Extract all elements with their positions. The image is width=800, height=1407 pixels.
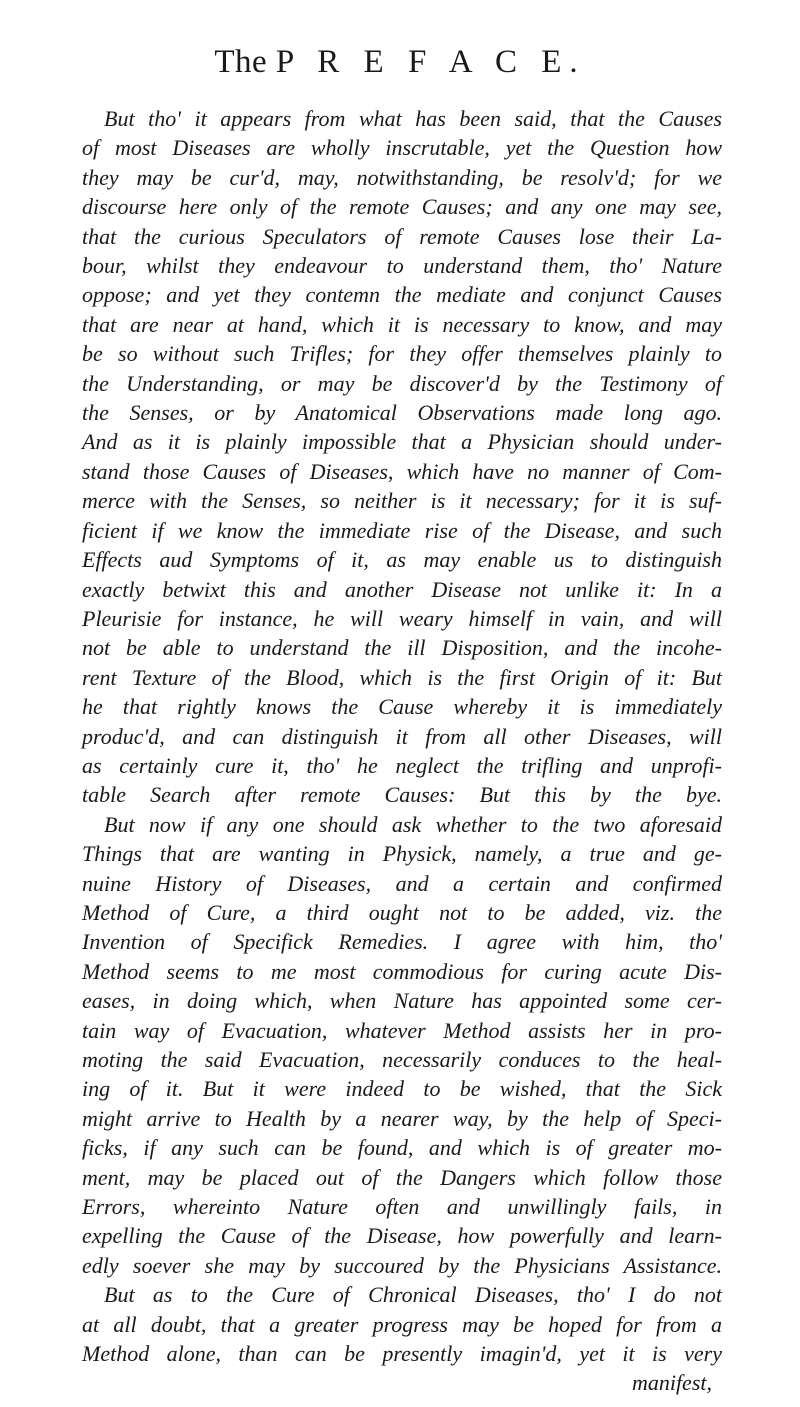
text-line: that are near at hand, which it is necessary to know, and may <box>82 311 722 337</box>
text-line: stand those Causes of Diseases, which have no manner of Com- <box>82 458 722 484</box>
text-line: exactly betwixt this and another Disease not unlike it: In a <box>82 576 722 602</box>
text-line: tain way of Evacuation, whatever Method assists her in pro- <box>82 1017 722 1043</box>
text-line: the Understanding, or may be discover'd by the Testimony of <box>82 370 722 396</box>
text-line: But as to the Cure of Chronical Diseases, tho' I do not <box>104 1282 722 1308</box>
text-line: oppose; and yet they contemn the mediate and conjunct Causes <box>82 282 722 308</box>
text-line: rent Texture of the Blood, which is the first Origin of it: But <box>82 664 722 690</box>
text-line: bour, whilst they endeavour to understand them, tho' Nature <box>82 253 722 279</box>
text-line: as certainly cure it, tho' he neglect the trifling and unprofi- <box>82 752 722 778</box>
text-line: that the curious Speculators of remote Causes lose their La- <box>82 223 722 249</box>
text-line: But now if any one should ask whether to the two aforesaid <box>104 811 722 837</box>
text-line: ficient if we know the immediate rise of the Disease, and such <box>82 517 722 543</box>
text-line: ment, may be placed out of the Dangers which follow those <box>82 1164 722 1190</box>
text-line: they may be cur'd, may, notwithstanding, be resolv'd; for we <box>82 164 722 190</box>
text-line: Method alone, than can be presently imagin'd, yet it is very <box>82 1341 722 1367</box>
text-line: Pleurisie for instance, he will weary himself in vain, and will <box>82 605 722 631</box>
text-line: not be able to understand the ill Disposition, and the incohe- <box>82 635 722 661</box>
text-line: And as it is plainly impossible that a Physician should under- <box>82 429 722 455</box>
text-line: Errors, whereinto Nature often and unwillingly fails, in <box>82 1194 722 1220</box>
text-line: Effects aud Symptoms of it, as may enable us to distinguish <box>82 547 722 573</box>
running-head-word: The <box>214 44 268 80</box>
text-line: might arrive to Health by a nearer way, by the help of Speci- <box>82 1105 722 1131</box>
text-line: at all doubt, that a greater progress may be hoped for from a <box>82 1311 722 1337</box>
running-head-title: P R E F A C E. <box>275 44 586 80</box>
text-line: But tho' it appears from what has been said, that the Causes <box>104 106 722 131</box>
text-line: he that rightly knows the Cause whereby it is immediately <box>82 694 722 720</box>
text-line: Things that are wanting in Physick, namely, a true and ge- <box>82 841 722 867</box>
text-line: merce with the Senses, so neither is it necessary; for it is suf- <box>82 488 722 514</box>
text-line: produc'd, and can distinguish it from all other Diseases, will <box>82 723 722 749</box>
text-line: ficks, if any such can be found, and which is of greater mo- <box>82 1135 722 1161</box>
text-line: nuine History of Diseases, and a certain and confirmed <box>82 870 722 896</box>
text-line: table Search after remote Causes: But this by the bye. <box>82 782 722 808</box>
text-line: edly soever she may by succoured by the Physicians Assistance. <box>82 1252 722 1278</box>
text-line: eases, in doing which, when Nature has appointed some cer- <box>82 988 722 1014</box>
text-line: expelling the Cause of the Disease, how powerfully and learn- <box>82 1223 722 1249</box>
text-line: Method of Cure, a third ought not to be added, viz. the <box>82 899 722 925</box>
text-line: ing of it. But it were indeed to be wished, that the Sick <box>82 1076 722 1102</box>
text-line: moting the said Evacuation, necessarily conduces to the heal- <box>82 1047 722 1072</box>
running-head <box>0 42 800 82</box>
text-line: Method seems to me most commodious for curing acute Dis- <box>82 958 722 984</box>
text-line: be so without such Trifles; for they offer themselves plainly to <box>82 341 722 367</box>
text-line: Invention of Specifick Remedies. I agree with him, tho' <box>82 929 722 955</box>
catchword: manifest, <box>631 1370 712 1396</box>
text-line: the Senses, or by Anatomical Observations made long ago. <box>82 400 722 426</box>
preface-body-text <box>82 104 722 1398</box>
text-line: discourse here only of the remote Causes; and any one may see, <box>82 194 722 220</box>
text-line: of most Diseases are wholly inscrutable, yet the Question how <box>82 135 722 161</box>
